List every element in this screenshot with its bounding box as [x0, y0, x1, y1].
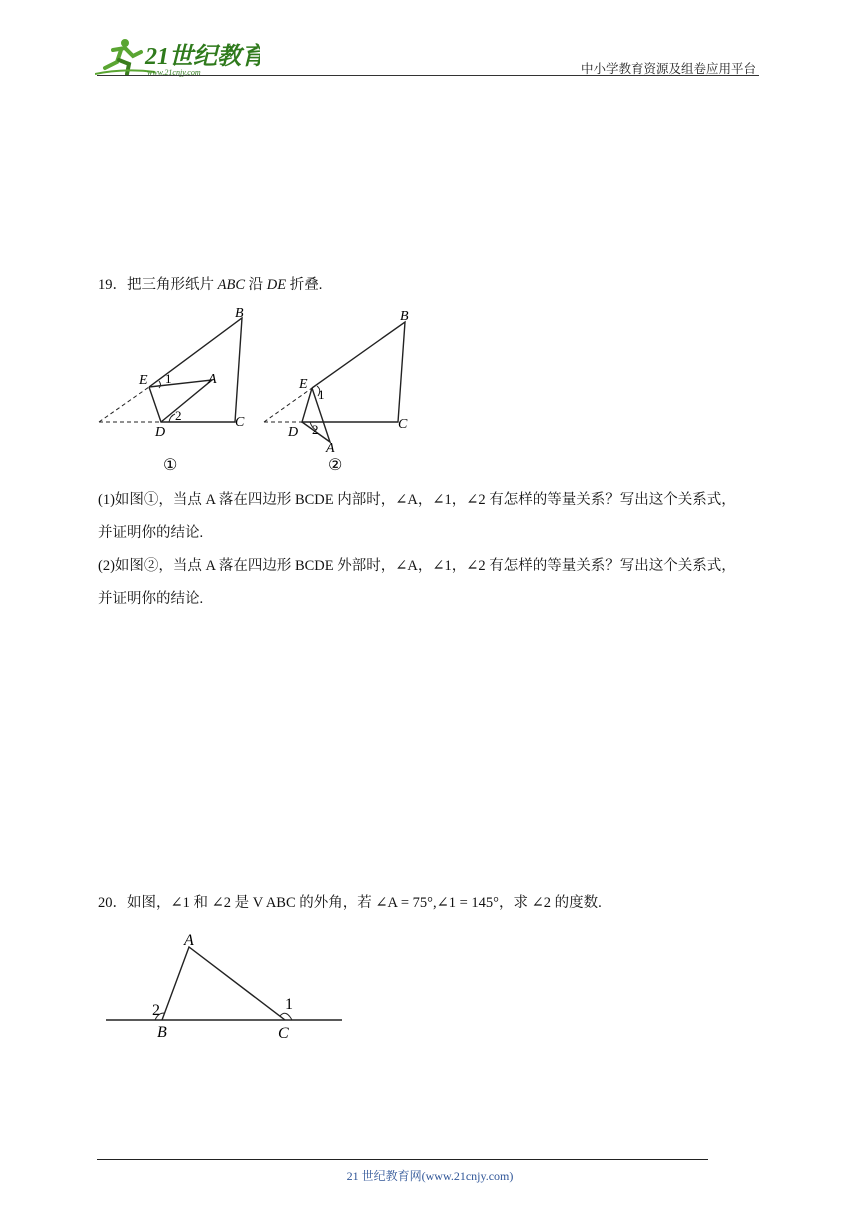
fig2-dashed-ea-extension [264, 388, 312, 422]
fig1-label-b: B [235, 306, 244, 321]
q20-label-1: 1 [285, 996, 293, 1013]
fig1-label-e: E [139, 373, 148, 388]
q19-figure-2 [260, 302, 425, 480]
q19-part2-line2: 并证明你的结论. [98, 591, 204, 607]
fig1-label-a: A [208, 372, 217, 387]
footer-link[interactable]: 21 世纪教育网(www.21cnjy.com) [346, 1169, 514, 1183]
site-logo [95, 34, 260, 78]
q19-number: 19 [98, 277, 113, 293]
fig1-caption: ① [163, 457, 178, 474]
footer-divider [97, 1159, 708, 1160]
q20-stem-text: ．如图，∠1 和 ∠2 是 V ABC 的外角，若 ∠A = 75°,∠1 = 145°，求 ∠2 的度数. [112, 895, 602, 911]
q20-figure [100, 925, 350, 1050]
runner-logo-icon [95, 34, 260, 78]
q19-figure-1 [95, 302, 260, 480]
q20-angle1-arc [280, 1013, 292, 1020]
fig1-label-2: 2 [175, 408, 182, 423]
logo-title: 21世纪教育 [145, 44, 260, 70]
header-platform-text: 中小学教育资源及组卷应用平台 [580, 61, 756, 76]
q20-label-a: A [184, 932, 194, 949]
logo-url: www.21cnjy.com [147, 68, 201, 77]
fig2-label-a: A [326, 441, 335, 456]
fig1-label-d: D [155, 425, 166, 440]
fig2-caption: ② [328, 457, 343, 474]
header-divider [97, 75, 759, 76]
fig2-label-b: B [400, 309, 409, 324]
q20-triangle-abc [162, 947, 285, 1020]
q20-label-b: B [157, 1024, 167, 1041]
q19-stem-suffix: 折叠. [286, 277, 323, 293]
fig2-label-1: 1 [318, 387, 325, 402]
fig1-angle1-arc [159, 381, 161, 388]
fig2-label-c: C [398, 417, 408, 432]
fig1-label-1: 1 [165, 371, 172, 386]
fig2-quadrilateral-bcde [302, 322, 405, 422]
q19-part1-line1: (1)如图①，当点 A 落在四边形 BCDE 内部时，∠A，∠1，∠2 有怎样的等量关系？写出这个关系式， [98, 492, 736, 508]
q19-stem-abc: ABC [217, 277, 246, 293]
q19-part2-line1: (2)如图②，当点 A 落在四边形 BCDE 外部时，∠A，∠1，∠2 有怎样的等量关系？写出这个关系式， [98, 558, 736, 574]
q20-label-c: C [278, 1025, 289, 1042]
q19-part1-line2: 并证明你的结论. [98, 525, 204, 541]
q19-stem-mid: 沿 [245, 277, 267, 293]
fig2-label-2: 2 [312, 422, 319, 437]
fig1-label-c: C [235, 415, 245, 430]
q20-label-2: 2 [152, 1002, 160, 1019]
fig1-quadrilateral-bcde [149, 318, 242, 422]
fig1-dashed-ea-extension [99, 387, 149, 422]
q19-stem-prefix: ．把三角形纸片 [112, 277, 218, 293]
fig2-label-e: E [299, 377, 308, 392]
q19-stem [98, 275, 322, 295]
fig2-label-d: D [288, 425, 299, 440]
q20-number: 20 [98, 895, 113, 911]
q20-stem [98, 893, 602, 913]
q19-stem-de: DE [266, 277, 287, 293]
